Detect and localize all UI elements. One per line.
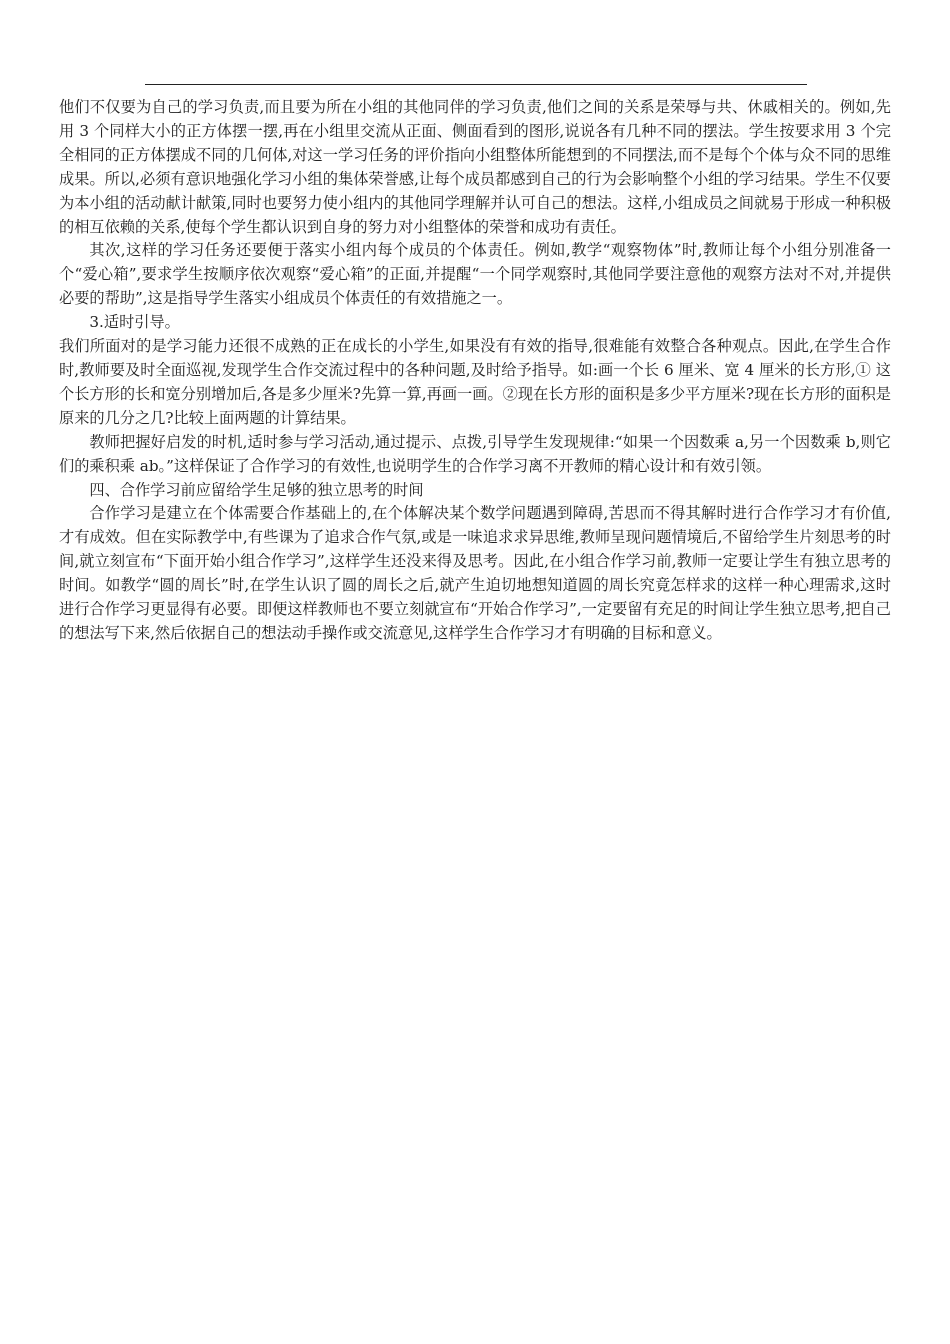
paragraph-guidance-example: 我们所面对的是学习能力还很不成熟的正在成长的小学生,如果没有有效的指导,很难能有效整合各种观点。因此,在学生合作时,教师要及时全面巡视,发现学生合作交流过程中的各种问题,及时给予指导。如:画一个长 6 厘米、宽 4 厘米的长方形,① 这个长方形的长和宽分别增加后,各是多少厘米?先算一算,再画一画。②现在长方形的面积是多少平方厘米?现在长方形的面积是原来的几分之几?比较上面两题的计算结果。: [59, 337, 891, 427]
section-heading-timely-guidance: 3.适时引导。: [89, 313, 180, 332]
paragraph-group-responsibility: 他们不仅要为自己的学习负责,而且要为所在小组的其他同伴的学习负责,他们之间的关系是荣辱与共、休戚相关的。例如,先用 3 个同样大小的正方体摆一摆,再在小组里交流从正面、侧面看到的图形,说说各有几种不同的摆法。学生按要求用 3 个完全相同的正方体摆成不同的几何体,对这一学习任务的评价指向小组整体所能想到的不同摆法,而不是每个个体与众不同的思维成果。所以,必须有意识地强化学习小组的集体荣誉感,让每个成员都感到自己的行为会影响整个小组的学习结果。学生不仅要为本小组的活动献计献策,同时也要努力使小组内的其他同学理解并认可自己的想法。这样,小组成员之间就易于形成一种积极的相互依赖的关系,使每个学生都认识到自身的努力对小组整体的荣誉和成功有责任。: [59, 98, 891, 236]
paragraph-teacher-inspiration: 教师把握好启发的时机,适时参与学习活动,通过提示、点拨,引导学生发现规律:“如果一个因数乘 a,另一个因数乘 b,则它们的乘积乘 ab。”这样保证了合作学习的有效性,也说明学生的合作学习离不开教师的精心设计和有效引领。: [59, 432, 891, 475]
header-rule: [145, 84, 807, 85]
document-body: [59, 96, 891, 646]
paragraph-independent-thinking: 合作学习是建立在个体需要合作基础上的,在个体解决某个数学问题遇到障碍,苦思而不得其解时进行合作学习才有价值,才有成效。但在实际教学中,有些课为了追求合作气氛,或是一味追求求异思维,教师呈现问题情境后,不留给学生片刻思考的时间,就立刻宣布“下面开始小组合作学习”,这样学生还没来得及思考。因此,在小组合作学习前,教师一定要让学生有独立思考的时间。如教学“圆的周长”时,在学生认识了圆的周长之后,就产生迫切地想知道圆的周长究竟怎样求的这样一种心理需求,这时进行合作学习更显得有必要。即便这样教师也不要立刻就宣布“开始合作学习”,一定要留有充足的时间让学生独立思考,把自己的想法写下来,然后依据自己的想法动手操作或交流意见,这样学生合作学习才有明确的目标和意义。: [59, 504, 891, 642]
paragraph-individual-responsibility: 其次,这样的学习任务还要便于落实小组内每个成员的个体责任。例如,教学“观察物体”时,教师让每个小组分别准备一个“爱心箱”,要求学生按顺序依次观察“爱心箱”的正面,并提醒“一个同学观察时,其他同学要注意他的观察方法对不对,并提供必要的帮助”,这是指导学生落实小组成员个体责任的有效措施之一。: [59, 241, 891, 308]
section-heading-independent-thinking: 四、合作学习前应留给学生足够的独立思考的时间: [89, 480, 424, 499]
